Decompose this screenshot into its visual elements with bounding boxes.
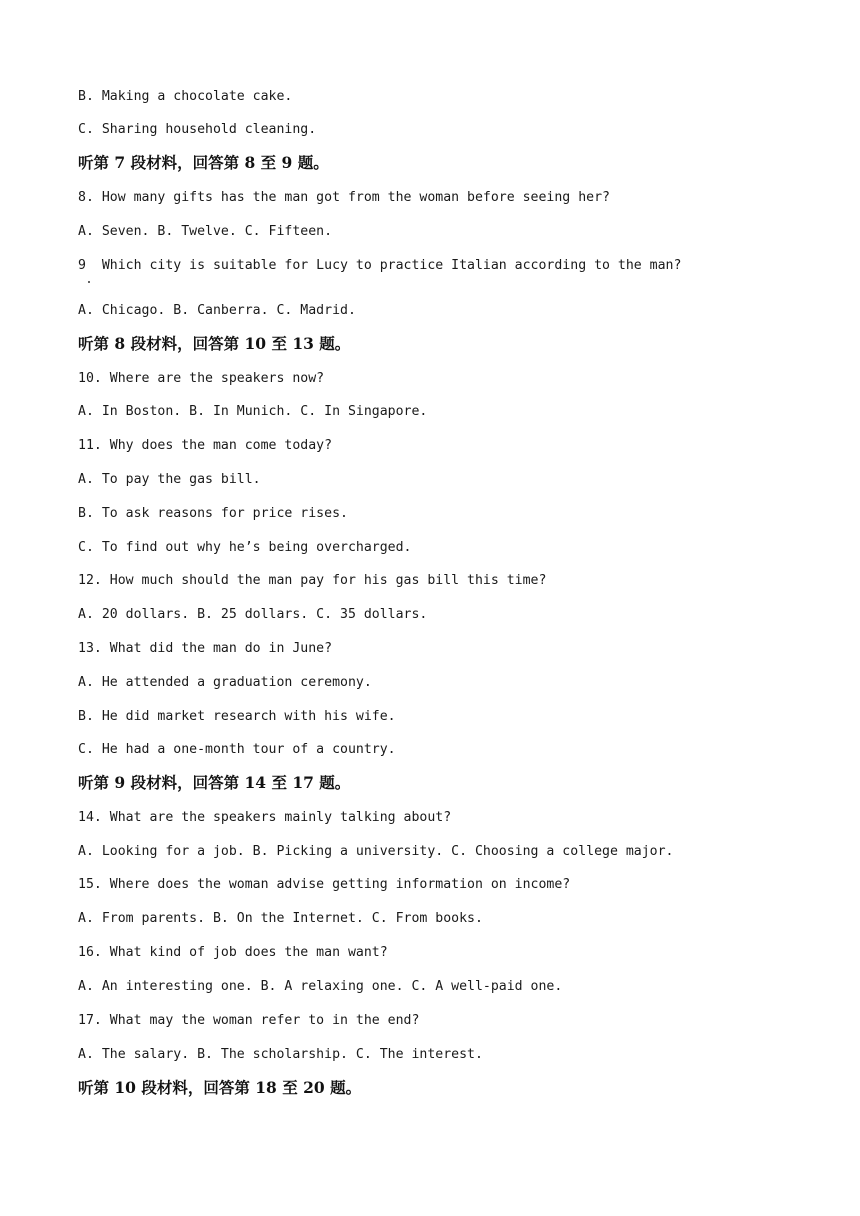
question-line: 17. What may the woman refer to in the end? bbox=[78, 1013, 420, 1028]
question-line: 8. How many gifts has the man got from the woman before seeing her? bbox=[78, 190, 610, 205]
option-line: A. To pay the gas bill. bbox=[78, 472, 261, 487]
section-heading: 听第 9 段材料，回答第 14 至 17 题。 bbox=[78, 773, 351, 792]
question-line: 15. Where does the woman advise getting information on income? bbox=[78, 877, 571, 892]
question-line: 11. Why does the man come today? bbox=[78, 438, 333, 453]
option-line: A. Seven. B. Twelve. C. Fifteen. bbox=[78, 224, 333, 239]
stray-dot-mark bbox=[88, 281, 90, 283]
question-line: 10. Where are the speakers now? bbox=[78, 371, 325, 386]
option-line: A. In Boston. B. In Munich. C. In Singapore. bbox=[78, 404, 428, 419]
option-line: C. He had a one-month tour of a country. bbox=[78, 742, 396, 757]
option-line: B. To ask reasons for price rises. bbox=[78, 506, 348, 521]
option-line: C. To find out why he’s being overcharged. bbox=[78, 540, 412, 555]
question-line: 9 Which city is suitable for Lucy to practice Italian according to the man? bbox=[78, 258, 682, 273]
section-heading: 听第 7 段材料，回答第 8 至 9 题。 bbox=[78, 153, 329, 172]
section-heading: 听第 10 段材料，回答第 18 至 20 题。 bbox=[78, 1078, 362, 1097]
option-line: A. From parents. B. On the Internet. C. From books. bbox=[78, 911, 483, 926]
option-line: A. The salary. B. The scholarship. C. The interest. bbox=[78, 1047, 483, 1062]
option-line: A. He attended a graduation ceremony. bbox=[78, 675, 372, 690]
question-line: 14. What are the speakers mainly talking about? bbox=[78, 810, 452, 825]
option-line: B. He did market research with his wife. bbox=[78, 709, 396, 724]
option-line: C. Sharing household cleaning. bbox=[78, 122, 317, 137]
option-line: A. Chicago. B. Canberra. C. Madrid. bbox=[78, 303, 356, 318]
option-line: A. Looking for a job. B. Picking a university. C. Choosing a college major. bbox=[78, 844, 674, 859]
question-line: 16. What kind of job does the man want? bbox=[78, 945, 388, 960]
question-line: 12. How much should the man pay for his gas bill this time? bbox=[78, 573, 547, 588]
option-line: A. 20 dollars. B. 25 dollars. C. 35 dollars. bbox=[78, 607, 428, 622]
option-line: A. An interesting one. B. A relaxing one. C. A well-paid one. bbox=[78, 979, 563, 994]
section-heading: 听第 8 段材料，回答第 10 至 13 题。 bbox=[78, 334, 351, 353]
option-line: B. Making a chocolate cake. bbox=[78, 89, 293, 104]
question-line: 13. What did the man do in June? bbox=[78, 641, 333, 656]
